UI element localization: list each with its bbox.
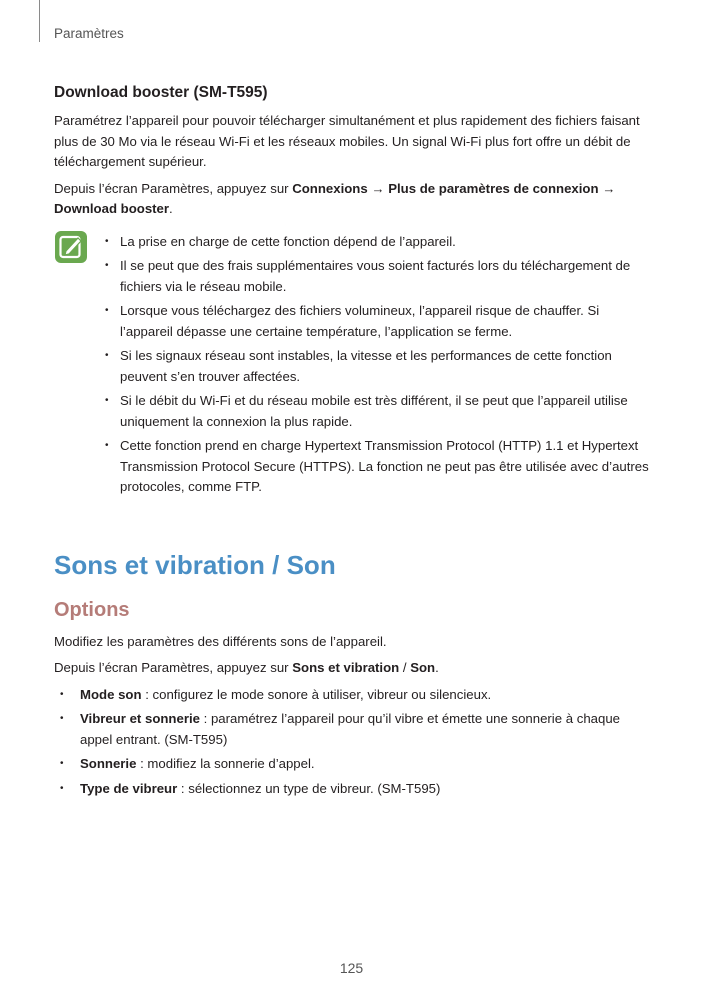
path-separator: /	[399, 660, 411, 675]
options-path	[54, 658, 654, 679]
option-term: Type de vibreur	[80, 780, 178, 796]
running-header: Paramètres	[54, 26, 124, 41]
pencil-note-icon	[54, 230, 88, 264]
option-item	[54, 685, 654, 706]
page-number: 125	[339, 960, 364, 976]
note-box	[54, 232, 654, 502]
page-content	[54, 84, 654, 803]
path-menu-items: Connexions → Plus de paramètres de connexion → Download booster	[54, 180, 616, 216]
path-prefix: Depuis l’écran Paramètres, appuyez sur	[54, 660, 293, 675]
path-suffix: .	[169, 201, 173, 216]
option-term: Vibreur et sonnerie	[80, 711, 200, 726]
note-item: • Si le débit du Wi-Fi et du réseau mobile est très différent, il se peut que l’appareil utilise uniquement la connexion la plus rapide.	[98, 391, 654, 432]
path-suffix: .	[435, 660, 439, 675]
download-booster-description: Paramétrez l’appareil pour pouvoir télécharger simultanément et plus rapidement des fichiers faisant plus de 30 Mo via le réseau Wi-Fi et les réseaux mobiles. Un signal Wi-Fi plus fort offre un débit de téléchargement supérieur.	[54, 113, 640, 169]
path-item-sons: Sons et vibration	[292, 660, 400, 675]
option-term: Sonnerie	[80, 756, 137, 771]
page-corner-mark	[39, 0, 40, 42]
note-item: • Il se peut que des frais supplémentaires vous soient facturés lors du téléchargement de fichiers via le réseau mobile.	[98, 256, 654, 297]
chapter-title: Sons et vibration / Son	[54, 549, 336, 580]
section-heading-download-booster: Download booster (SM-T595)	[54, 84, 268, 101]
note-item: • La prise en charge de cette fonction dépend de l’appareil.	[98, 232, 654, 253]
option-item	[54, 709, 654, 750]
download-booster-path	[54, 179, 654, 220]
options-intro: Modifiez les paramètres des différents sons de l’appareil.	[54, 633, 387, 649]
note-item: • Lorsque vous téléchargez des fichiers volumineux, l’appareil risque de chauffer. Si l’appareil dépasse une certaine température, l’application se ferme.	[98, 301, 654, 342]
option-description: : sélectionnez un type de vibreur. (SM-T595)	[177, 780, 441, 796]
path-prefix: Depuis l’écran Paramètres, appuyez sur	[54, 180, 293, 196]
option-description: : paramétrez l’appareil pour qu’il vibre et émette une sonnerie à chaque appel entrant. (SM-T595)	[80, 711, 621, 747]
option-item	[54, 779, 654, 800]
note-item: • Cette fonction prend en charge Hypertext Transmission Protocol (HTTP) 1.1 et Hypertext Transmission Protocol Secure (HTTPS). La fonction ne peut pas être utilisée avec d’autres protocoles, comme FTP.	[98, 436, 654, 498]
option-term: Mode son	[80, 686, 142, 702]
note-list	[98, 232, 654, 502]
option-description: : modifiez la sonnerie d’appel.	[136, 756, 315, 771]
option-item	[54, 754, 654, 775]
options-heading: Options	[54, 598, 130, 621]
options-list	[54, 685, 654, 800]
note-item: • Si les signaux réseau sont instables, la vitesse et les performances de cette fonction peuvent s’en trouver affectées.	[98, 346, 654, 387]
option-description: : configurez le mode sonore à utiliser, vibreur ou silencieux.	[141, 686, 492, 702]
path-item-son: Son	[410, 660, 436, 675]
